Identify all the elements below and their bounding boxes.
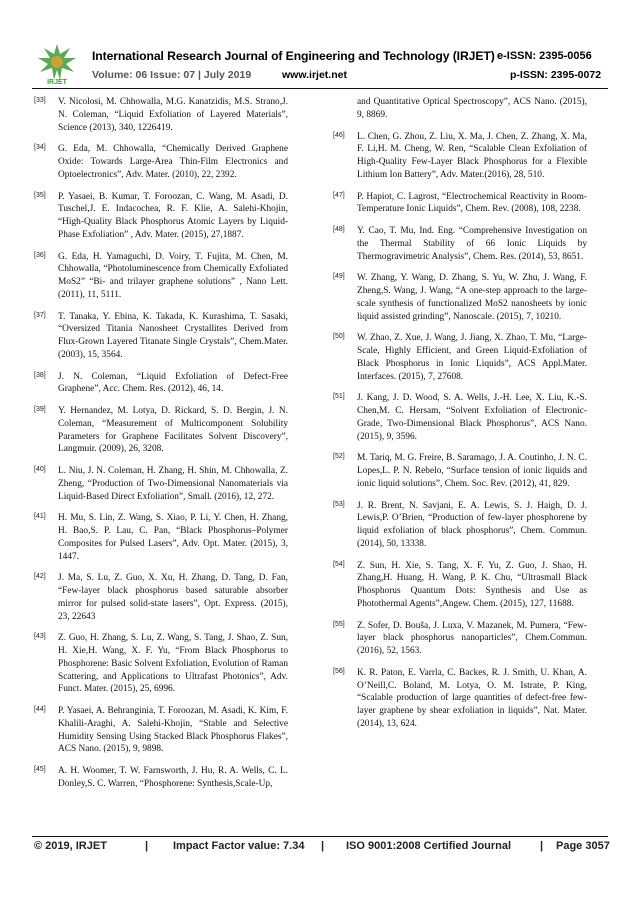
reference-number: [38]: [34, 371, 46, 379]
reference-item: [34, 191, 288, 242]
volume-issue: Volume: 06 Issue: 07 | July 2019: [92, 69, 252, 81]
journal-title: International Research Journal of Engineering and Technology (IRJET): [92, 49, 495, 63]
reference-text: and Quantitative Optical Spectroscopy”, ACS Nano. (2015), 9, 8869.: [357, 97, 587, 120]
reference-item: [333, 225, 587, 263]
reference-item: [34, 405, 288, 456]
reference-number: [42]: [34, 573, 46, 581]
reference-item: [34, 251, 288, 302]
footer-copyright: © 2019, IRJET: [34, 840, 107, 852]
reference-item: [333, 500, 587, 551]
reference-number: [46]: [333, 131, 345, 139]
reference-number: [47]: [333, 191, 345, 199]
reference-text: J. R. Brent, N. Savjani, E. A. Lewis, S. J. Haigh, D. J. Lewis,P. O’Brien, “Production of few-layer phosphorene by liquid exfoliation of black phosphorus”, Chem. Commun. (2014), 50, 13338.: [357, 500, 587, 549]
irjet-logo: [34, 40, 80, 86]
reference-number: [41]: [34, 513, 46, 521]
reference-text: Y. Cao, T. Mu, Ind. Eng. “Comprehensive Investigation on the Thermal Stability of 66 Ionic Liquids by Thermogravimetric Analysis”, Chem. Res. (2014), 53, 8651.: [357, 226, 587, 262]
reference-text: W. Zhang, Y. Wang, D. Zhang, S. Yu, W. Zhu, J. Wang, F. Zheng,S. Wang, J. Wang, “A one-step approach to the large-scale synthesis of functionalized MoS2 nanosheets by ionic liquid assisted grinding”, Nanoscale. (2015), 7, 10210.: [357, 273, 587, 322]
reference-item: [34, 765, 288, 791]
reference-text: Z. Sun, H. Xie, S. Tang, X. F. Yu, Z. Guo, J. Shao, H. Zhang,H. Huang, H. Wang, P. K. Chu, “Ultrasmall Black Phosphorus Quantum Dots: Synthesis and Use as Photothermal Agents”,Angew. Chem. (2015), 127, 11688.: [357, 560, 587, 609]
footer-impact-factor: Impact Factor value: 7.34: [173, 840, 305, 852]
footer-separator: |: [145, 840, 149, 852]
reference-text: L. Chen, G. Zhou, Z. Liu, X. Ma, J. Chen, Z. Zhang, X. Ma, F. Li,H. M. Cheng, W. Ren, “Scalable Clean Exfoliation of High-Quality Few-Layer Black Phosphorus for a Flexible Lithium Ion Battery”, Adv. Mater.(2016), 28, 510.: [357, 131, 587, 180]
reference-item: [333, 272, 587, 323]
reference-item: [333, 620, 587, 658]
reference-item: [333, 96, 587, 122]
reference-item: [34, 371, 288, 397]
reference-item: [333, 452, 587, 490]
reference-text: G. Eda, M. Chhowalla, “Chemically Derived Graphene Oxide: Towards Large-Area Thin-Film Electronics and Optoelectronics”, Adv. Mater. (2010), 22, 2392.: [58, 144, 288, 180]
reference-item: [34, 143, 288, 181]
references-left-column: [34, 96, 288, 800]
reference-text: P. Yasaei, A. Behranginia, T. Foroozan, M. Asadi, K. Kim, F. Khalili-Araghi, A. Salehi-Khojin, “Stable and Selective Humidity Sensing Using Stacked Black Phosphorus Flakes”, ACS Nano. (2015), 9, 9898.: [58, 706, 288, 755]
reference-item: [333, 667, 587, 731]
reference-text: M. Tariq, M. G. Freire, B. Saramago, J. A. Coutinho, J. N. C. Lopes,L. P. N. Rebelo, “Surface tension of ionic liquids and ionic liquid solutions”, Chem. Soc. Rev. (2012), 41, 829.: [357, 453, 587, 489]
eissn: e-ISSN: 2395-0056: [497, 50, 592, 62]
reference-number: [40]: [34, 466, 46, 473]
reference-item: [333, 332, 587, 383]
reference-number: [53]: [333, 500, 345, 508]
reference-text: K. R. Paton, E. Varrla, C. Backes, R. J. Smith, U. Khan, A. O’Neill,C. Boland, M. Lotya, O. M. Istrate, P. King, “Scalable production of large quantities of defect-free few-layer graphene by shear exfoliation in liquids”, Nat. Mater. (2014), 13, 624.: [357, 667, 587, 729]
footer-page-number: Page 3057: [556, 840, 610, 852]
reference-item: [34, 311, 288, 362]
page-header: [0, 0, 638, 92]
reference-text: G. Eda, H. Yamaguchi, D. Voiry, T. Fujita, M. Chen, M. Chhowalla, “Photoluminescence from Chemically Exfoliated MoS2” “Bi- and trilayer graphene solutions” , Nano Lett. (2011), 11, 5111.: [58, 251, 288, 300]
reference-text: H. Mu, S. Lin, Z. Wang, S. Xiao, P. Li, Y. Chen, H. Zhang, H. Bao,S. P. Lau, C. Pan, “Black Phosphorus–Polymer Composites for Pulsed Lasers”, Adv. Opt. Mater. (2015), 3, 1447.: [58, 513, 288, 562]
reference-item: [333, 392, 587, 443]
pissn: p-ISSN: 2395-0072: [510, 69, 602, 81]
reference-item: [34, 512, 288, 563]
reference-text: J. Ma, S. Lu, Z. Guo, X. Xu, H. Zhang, D. Tang, D. Fan, “Few-layer black phosphorus based saturable absorber mirror for pulsed solid-state lasers”, Opt. Express. (2015), 23, 22643: [58, 573, 288, 622]
reference-number: [51]: [333, 393, 345, 401]
reference-text: V. Nicolosi, M. Chhowalla, M.G. Kanatzidis, M.S. Strano,J. N. Coleman, “Liquid Exfoliation of Layered Materials”, Science (2013), 340, 1226419.: [58, 97, 288, 133]
reference-number: [50]: [333, 333, 345, 341]
reference-number: [39]: [34, 406, 46, 413]
reference-text: T. Tanaka, Y. Ebina, K. Takada, K. Kurashima, T. Sasaki, “Oversized Titania Nanosheet Crystallites Derived from Flux-Grown Layered Titanate Single Crystals”, Chem.Mater. (2003), 15, 3564.: [58, 311, 288, 360]
website-link[interactable]: www.irjet.net: [282, 69, 347, 81]
reference-text: J. Kang, J. D. Wood, S. A. Wells, J.-H. Lee, X. Liu, K.-S. Chen,M. C. Hersam, “Solvent Exfoliation of Electronic-Grade, Two-Dimensional Black Phosphorus”, ACS Nano. (2015), 9, 3596.: [357, 393, 587, 442]
reference-text: P. Yasaei, B. Kumar, T. Foroozan, C. Wang, M. Asadi, D. Tuschel,J. E. Indacochea, R. F. Klie, A. Salehi-Khojin, “High-Quality Black Phosphorus Atomic Layers by Liquid-Phase Exfoliation” , Adv. Mater. (2015), 27,1887.: [58, 191, 288, 240]
reference-text: Z. Guo, H. Zhang, S. Lu, Z. Wang, S. Tang, J. Shao, Z. Sun, H. Xie,H. Wang, X. F. Yu, “From Black Phosphorus to Phosphorene: Basic Solvent Exfoliation, Evolution of Raman Scattering, and Applications to Ultrafast Photonics”, Adv. Funct. Mater. (2015), 25, 6996.: [58, 633, 288, 695]
header-divider: [32, 88, 608, 89]
reference-number: [37]: [34, 311, 46, 319]
reference-item: [333, 560, 587, 611]
reference-number: [49]: [333, 273, 345, 281]
reference-number: [48]: [333, 226, 345, 233]
footer-separator: |: [540, 840, 544, 852]
reference-number: [43]: [34, 633, 46, 641]
reference-item: [34, 96, 288, 134]
reference-text: P. Hapiot, C. Lagrost, “Electrochemical Reactivity in Room-Temperature Ionic Liquids”, Chem. Rev. (2008), 108, 2238.: [357, 191, 587, 215]
reference-item: [34, 705, 288, 756]
reference-number: [44]: [34, 706, 46, 713]
logo-text: IRJET: [47, 79, 67, 86]
footer-iso: ISO 9001:2008 Certified Journal: [346, 840, 512, 852]
footer-separator: |: [321, 840, 325, 852]
reference-item: [333, 131, 587, 182]
footer-divider: [32, 836, 608, 837]
reference-item: [34, 465, 288, 503]
reference-number: [35]: [34, 191, 46, 199]
reference-number: [33]: [34, 97, 46, 104]
reference-text: A. H. Woomer, T. W. Farnsworth, J. Hu, R. A. Wells, C. L. Donley,S. C. Warren, “Phosphorene: Synthesis,Scale-Up,: [58, 766, 288, 789]
reference-item: [333, 191, 587, 217]
reference-number: [45]: [34, 766, 46, 773]
reference-text: Z. Sofer, D. Bouša, J. Luxa, V. Mazanek, M. Pumera, “Few-layer black phosphorus nanoparticles”, Chem.Commun. (2016), 52, 1563.: [357, 620, 587, 656]
reference-number: [56]: [333, 667, 345, 675]
reference-number: [52]: [333, 453, 345, 461]
reference-text: Y. Hernandez, M. Lotya, D. Rickard, S. D. Bergin, J. N. Coleman, “Measurement of Multicomponent Solubility Parameters for Graphene Facilitates Solvent Discovery”, Langmuir. (2009), 26, 3208.: [58, 406, 288, 455]
reference-item: [34, 572, 288, 623]
reference-text: J. N. Coleman, “Liquid Exfoliation of Defect-Free Graphene”, Acc. Chem. Res. (2012), 46, 14.: [58, 371, 288, 395]
reference-number: [36]: [34, 251, 46, 259]
references-right-column: [333, 96, 587, 740]
reference-item: [34, 632, 288, 696]
reference-number: [34]: [34, 144, 46, 152]
reference-number: [55]: [333, 620, 345, 628]
reference-text: L. Niu, J. N. Coleman, H. Zhang, H. Shin, M. Chhowalla, Z. Zheng, “Production of Two-Dimensional Nanomaterials via Liquid-Based Direct Exfoliation”, Small. (2016), 12, 272.: [58, 466, 288, 502]
reference-number: [54]: [333, 560, 345, 568]
reference-text: W. Zhao, Z. Xue, J. Wang, J. Jiang, X. Zhao, T. Mu, “Large-Scale, Highly Efficient, and Green Liquid-Exfoliation of Black Phosphorus in Ionic Liquids”, ACS Appl.Mater. Interfaces. (2015), 7, 27608.: [357, 333, 587, 382]
